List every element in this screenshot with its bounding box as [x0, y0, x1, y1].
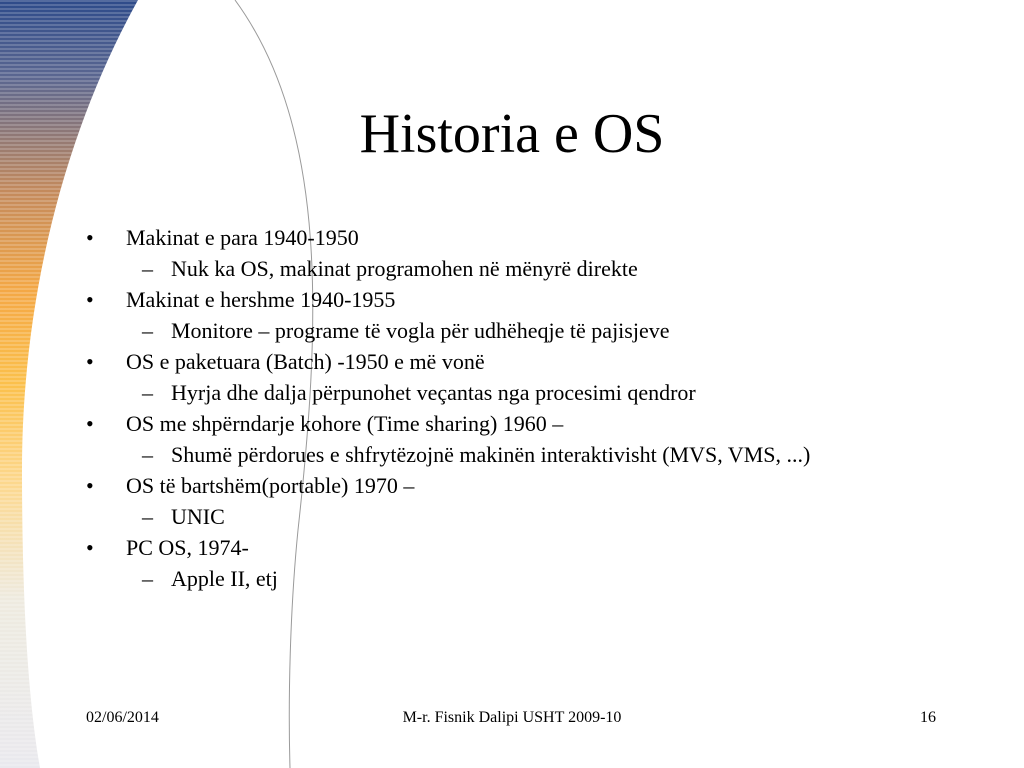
dash-marker: – [142, 442, 153, 467]
sub-bullet-text: UNIC [171, 504, 225, 529]
sub-bullet-text: Shumë përdorues e shfrytëzojnë makinën interaktivisht (MVS, VMS, ...) [171, 442, 811, 467]
sub-bullet-item [86, 253, 986, 284]
footer-date: 02/06/2014 [86, 709, 159, 726]
dash-marker: – [142, 318, 153, 343]
dash-marker: – [142, 380, 153, 405]
bullet-marker: • [86, 473, 94, 498]
bullet-item [86, 532, 986, 563]
sub-bullet-text: Monitore – programe të vogla për udhëheqje të pajisjeve [171, 318, 670, 343]
slide-title: Historia e OS [359, 103, 665, 165]
bullet-text: OS e paketuara (Batch) -1950 e më vonë [126, 349, 485, 374]
footer-author: M-r. Fisnik Dalipi USHT 2009-10 [402, 709, 622, 726]
bullet-text: OS me shpërndarje kohore (Time sharing) 1960 – [126, 411, 564, 436]
sub-bullet-item [86, 377, 986, 408]
bullet-marker: • [86, 225, 94, 250]
dash-marker: – [142, 504, 153, 529]
slide-number: 16 [920, 709, 936, 726]
bullet-text: Makinat e para 1940-1950 [126, 225, 359, 250]
bullet-item [86, 346, 986, 377]
bullet-item [86, 470, 986, 501]
dash-marker: – [142, 256, 153, 281]
dash-marker: – [142, 566, 153, 591]
sub-bullet-item [86, 563, 986, 594]
bullet-text: PC OS, 1974- [126, 535, 249, 560]
bullet-item [86, 222, 986, 253]
sub-bullet-text: Hyrja dhe dalja përpunohet veçantas nga procesimi qendror [171, 380, 696, 405]
bullet-item [86, 284, 986, 315]
bullet-text: Makinat e hershme 1940-1955 [126, 287, 396, 312]
sub-bullet-item [86, 439, 986, 470]
bullet-marker: • [86, 411, 94, 436]
bullet-text: OS të bartshëm(portable) 1970 – [126, 473, 415, 498]
bullet-item [86, 408, 986, 439]
bullet-marker: • [86, 349, 94, 374]
bullet-list [86, 222, 986, 594]
sub-bullet-item [86, 501, 986, 532]
sub-bullet-item [86, 315, 986, 346]
sub-bullet-text: Nuk ka OS, makinat programohen në mënyrë direkte [171, 256, 638, 281]
bullet-marker: • [86, 535, 94, 560]
sub-bullet-text: Apple II, etj [171, 566, 278, 591]
bullet-marker: • [86, 287, 94, 312]
